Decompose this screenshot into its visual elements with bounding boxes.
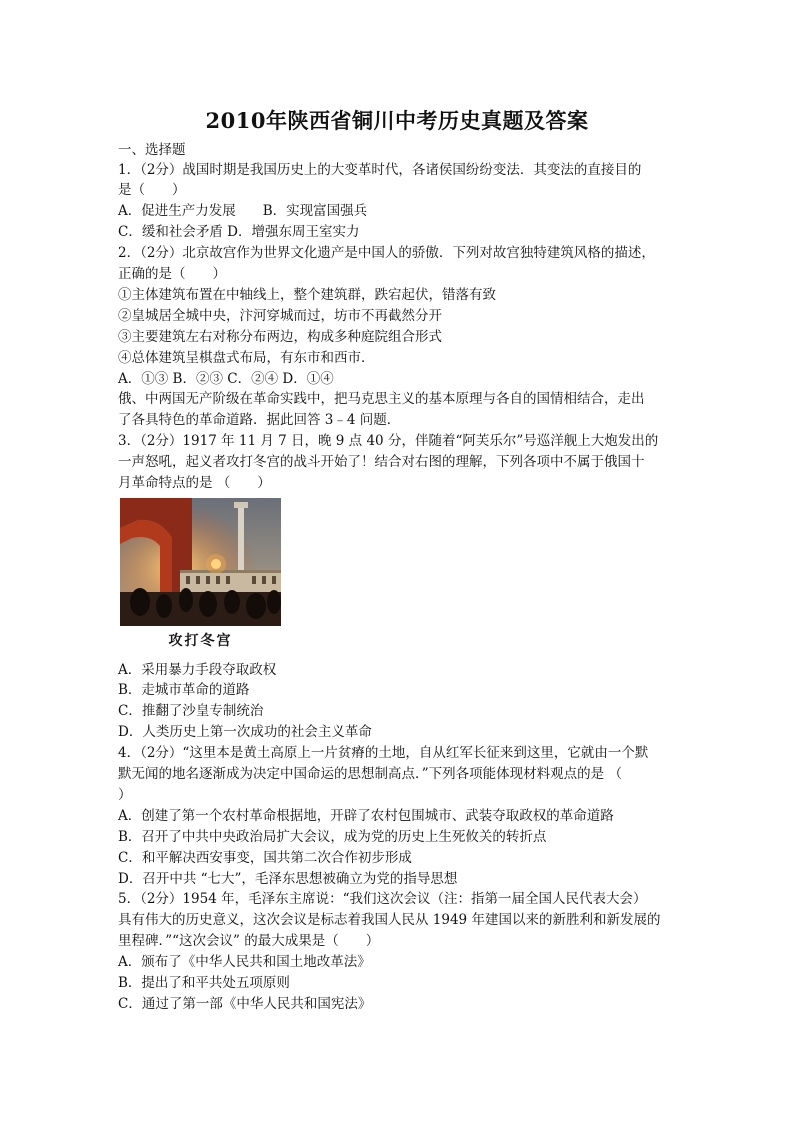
text-line: 默无闻的地名逐渐成为决定中国命运的思想制高点．”下列各项能体现材料观点的是 （ <box>118 766 622 782</box>
option-line: B．走城市革命的道路 <box>118 682 250 698</box>
text-line: 正确的是（ ） <box>118 266 226 282</box>
winter-palace-painting <box>120 498 281 626</box>
option-line: C．缓和社会矛盾 D．增强东周王室实力 <box>118 224 360 240</box>
text-line: ④总体建筑呈棋盘式布局，有东市和西市． <box>118 350 375 366</box>
text-line: 一声怒吼，起义者攻打冬宫的战斗开始了！结合对右图的理解，下列各项中不属于俄国十 <box>118 454 645 470</box>
text-line: 3．（2分）1917 年 11 月 7 日，晚 9 点 40 分，伴随着“阿芙乐尔”号巡洋舰上大炮发出的 <box>118 433 659 449</box>
text-line: 里程碑．”“这次会议” 的最大成果是（ ） <box>118 933 380 949</box>
option-line: A．采用暴力手段夺取政权 <box>118 662 277 678</box>
text-line: 具有伟大的历史意义，这次会议是标志着我国人民从 1949 年建国以来的新胜利和新发展的 <box>118 912 661 928</box>
option-line: D．人类历史上第一次成功的社会主义革命 <box>118 724 372 740</box>
image-caption: 攻打冬宫 <box>168 633 233 649</box>
painting-illustration <box>120 498 281 626</box>
text-line: 4．（2分）“这里本是黄土高原上一片贫瘠的土地，自从红军长征来到这里，它就由一个默 <box>118 745 649 761</box>
text-line: 俄、中两国无产阶级在革命实践中，把马克思主义的基本原理与各自的国情相结合，走出 <box>118 391 645 407</box>
option-line: B．提出了和平共处五项原则 <box>118 975 290 991</box>
option-line: A．颁布了《中华人民共和国土地改革法》 <box>118 954 371 970</box>
option-line: A．①③ B．②③ C．②④ D．①④ <box>118 371 334 387</box>
option-line: A．促进生产力发展 B．实现富国强兵 <box>118 203 368 219</box>
section-heading: 一、选择题 <box>118 142 186 158</box>
option-line: D．召开中共 “七大”，毛泽东思想被确立为党的指导思想 <box>118 871 458 887</box>
page-title: 2010年陕西省铜川中考历史真题及答案 <box>205 108 589 133</box>
text-line: ①主体建筑布置在中轴线上，整个建筑群，跌宕起伏，错落有致 <box>118 287 496 303</box>
text-line: 2．（2分）北京故宫作为世界文化遗产是中国人的骄傲．下列对故宫独特建筑风格的描述， <box>118 245 655 261</box>
option-line: C．和平解决西安事变，国共第二次合作初步形成 <box>118 850 412 866</box>
text-line: 了各具特色的革命道路．据此回答 3﹣4 问题． <box>118 412 401 428</box>
option-line: B．召开了中共中央政治局扩大会议，成为党的历史上生死攸关的转折点 <box>118 829 547 845</box>
text-line: 5．（2分）1954 年，毛泽东主席说：“我们这次会议（注：指第一届全国人民代表大会） <box>118 891 647 907</box>
option-line: C．推翻了沙皇专制统治 <box>118 703 264 719</box>
text-line: 月革命特点的是 （ ） <box>118 475 271 491</box>
text-line: ） <box>118 787 132 803</box>
text-line: 是（ ） <box>118 182 186 198</box>
text-line: 1．（2分）战国时期是我国历史上的大变革时代，各诸侯国纷纷变法．其变法的直接目的 <box>118 162 642 178</box>
text-line: ②皇城居全城中央，汴河穿城而过，坊市不再截然分开 <box>118 308 442 324</box>
option-line: C．通过了第一部《中华人民共和国宪法》 <box>118 996 372 1012</box>
text-line: ③主要建筑左右对称分布两边，构成多种庭院组合形式 <box>118 329 442 345</box>
option-line: A．创建了第一个农村革命根据地，开辟了农村包围城市、武装夺取政权的革命道路 <box>118 808 614 824</box>
